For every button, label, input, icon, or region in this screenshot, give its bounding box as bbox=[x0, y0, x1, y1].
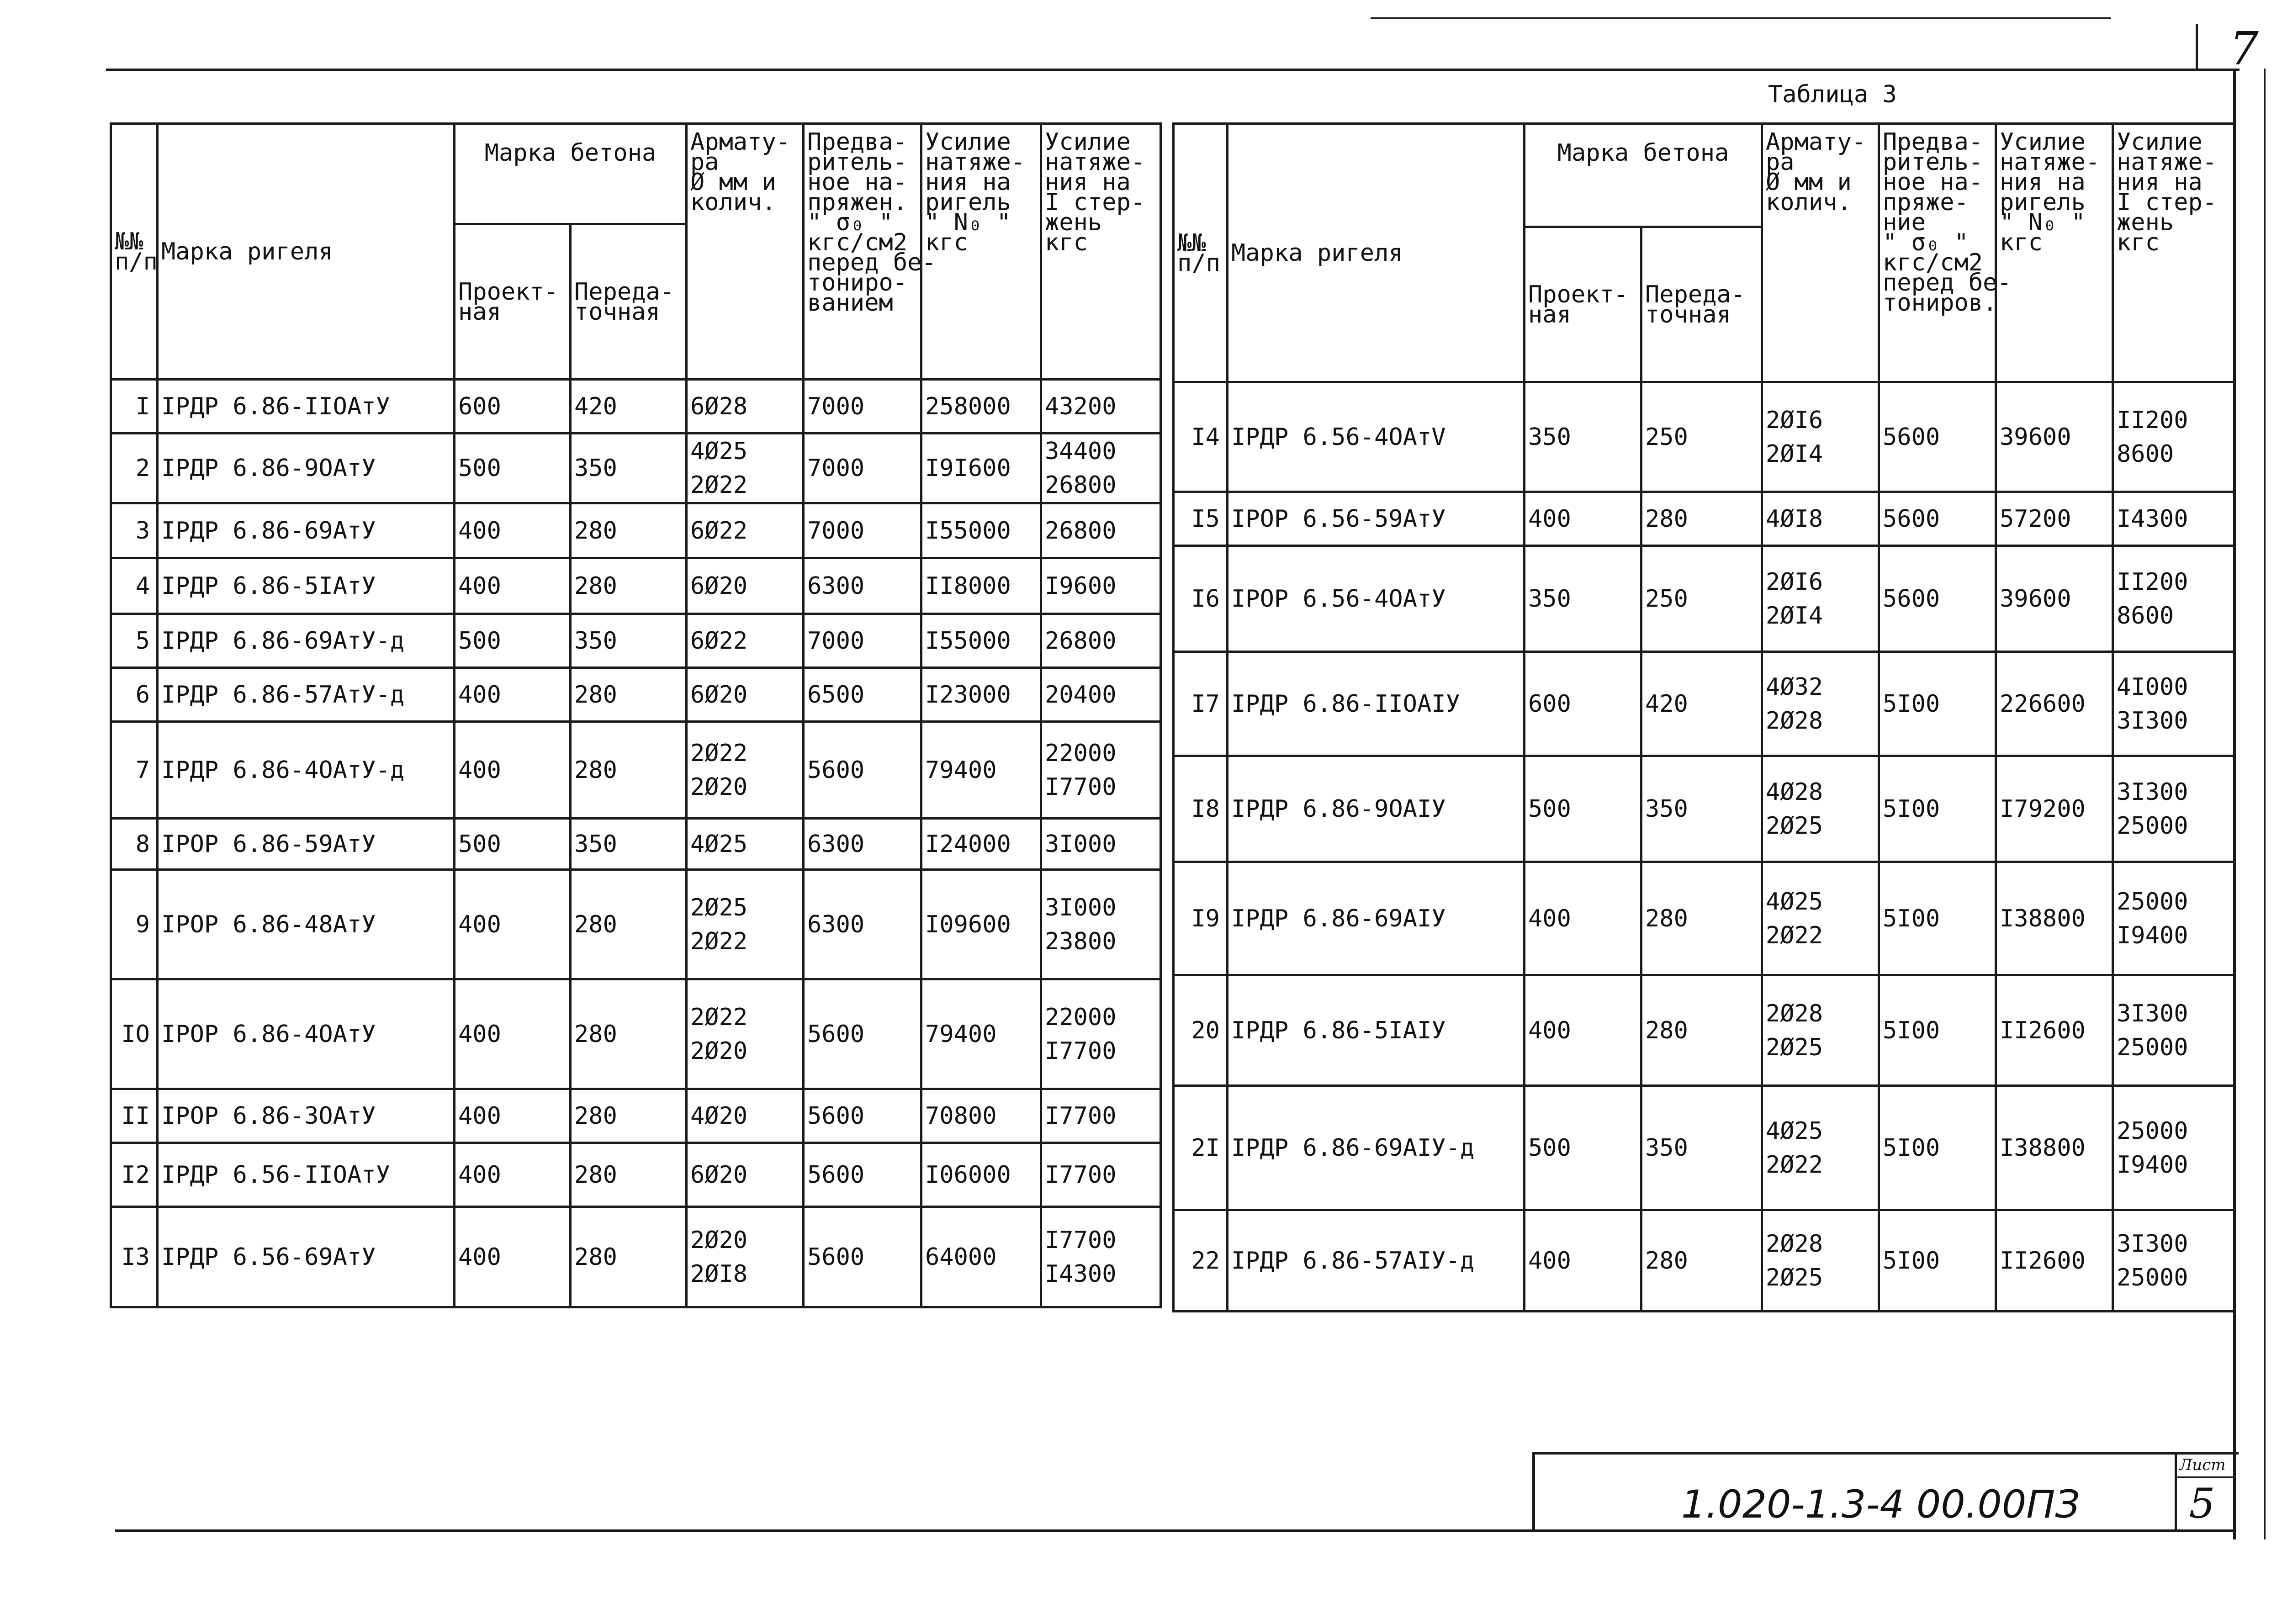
rebar-spec: 6Ø20 bbox=[687, 1143, 804, 1207]
table-row bbox=[111, 1143, 1161, 1207]
beam-mark: IРДР 6.56-4ОАтV bbox=[1228, 382, 1525, 492]
table-row bbox=[1174, 862, 2235, 975]
beam-mark: IРДР 6.86-69АтУ-д bbox=[158, 614, 455, 668]
beam-mark: IРОР 6.86-59АтУ bbox=[158, 819, 455, 870]
table-caption: Таблица 3 bbox=[1768, 81, 1897, 108]
tension-force-bar: II200 8600 bbox=[2113, 546, 2235, 652]
tension-force-bar: 34400 26800 bbox=[1041, 434, 1161, 503]
concrete-transfer-grade: 280 bbox=[571, 1207, 687, 1307]
beam-mark: IРДР 6.86-9ОАIУ bbox=[1228, 756, 1525, 862]
concrete-transfer-grade: 280 bbox=[571, 1143, 687, 1207]
beam-mark: IРДР 6.56-IIОАтУ bbox=[158, 1143, 455, 1207]
stamp-sheet-divider bbox=[2175, 1452, 2177, 1532]
beam-mark: IРОР 6.56-59АтУ bbox=[1228, 492, 1525, 546]
prestress-value: 5600 bbox=[804, 722, 921, 819]
tension-force-bar: 3I300 25000 bbox=[2113, 1210, 2235, 1312]
rebar-spec: 4Ø25 2Ø22 bbox=[687, 434, 804, 503]
prestress-value: 7000 bbox=[804, 434, 921, 503]
table-right bbox=[1172, 122, 2236, 1312]
beam-mark: IРДР 6.86-69АIУ-д bbox=[1228, 1086, 1525, 1210]
col-header-mark-right: Марка ригеля bbox=[1228, 124, 1525, 382]
tension-force-bar: 43200 bbox=[1041, 380, 1161, 434]
beam-mark: IРДР 6.86-57АIУ-д bbox=[1228, 1210, 1525, 1312]
tension-force-bar: 3I300 25000 bbox=[2113, 975, 2235, 1086]
beam-mark: IРДР 6.56-69АтУ bbox=[158, 1207, 455, 1307]
row-number: I6 bbox=[1174, 546, 1228, 652]
concrete-transfer-grade: 280 bbox=[571, 870, 687, 979]
concrete-design-grade: 600 bbox=[455, 380, 571, 434]
prestress-value: 5I00 bbox=[1879, 1086, 1996, 1210]
concrete-transfer-grade: 350 bbox=[1641, 1086, 1762, 1210]
tension-force-beam: II2600 bbox=[1996, 1210, 2113, 1312]
concrete-design-grade: 350 bbox=[1525, 382, 1641, 492]
concrete-design-grade: 400 bbox=[1525, 1210, 1641, 1312]
prestress-value: 5I00 bbox=[1879, 1210, 1996, 1312]
tension-force-beam: I38800 bbox=[1996, 862, 2113, 975]
prestress-value: 6500 bbox=[804, 668, 921, 722]
row-number: II bbox=[111, 1089, 158, 1143]
tension-force-beam: I55000 bbox=[921, 614, 1041, 668]
table-row bbox=[111, 1089, 1161, 1143]
concrete-design-grade: 400 bbox=[455, 503, 571, 558]
concrete-transfer-grade: 420 bbox=[1641, 652, 1762, 756]
row-number: I5 bbox=[1174, 492, 1228, 546]
table-row bbox=[111, 614, 1161, 668]
beam-mark: IРДР 6.86-5IАтУ bbox=[158, 558, 455, 614]
document-code: 1.020-1.3-4 00.00ПЗ bbox=[1681, 1482, 2080, 1527]
prestress-value: 5I00 bbox=[1879, 862, 1996, 975]
tension-force-bar: I9600 bbox=[1041, 558, 1161, 614]
beam-mark: IРДР 6.86-69АтУ bbox=[158, 503, 455, 558]
concrete-transfer-grade: 280 bbox=[571, 722, 687, 819]
row-number: I8 bbox=[1174, 756, 1228, 862]
tension-force-bar: I7700 bbox=[1041, 1089, 1161, 1143]
rebar-spec: 6Ø22 bbox=[687, 503, 804, 558]
concrete-transfer-grade: 280 bbox=[571, 979, 687, 1089]
beam-mark: IРДР 6.86-9ОАтУ bbox=[158, 434, 455, 503]
tension-force-bar: 22000 I7700 bbox=[1041, 979, 1161, 1089]
concrete-transfer-grade: 350 bbox=[571, 614, 687, 668]
tension-force-bar: 25000 I9400 bbox=[2113, 1086, 2235, 1210]
col-header-force-beam: Усилие натяже- ния на ригель " N₀ " кгс bbox=[921, 124, 1041, 380]
concrete-design-grade: 500 bbox=[1525, 1086, 1641, 1210]
concrete-design-grade: 400 bbox=[455, 1143, 571, 1207]
rebar-spec: 2Ø25 2Ø22 bbox=[687, 870, 804, 979]
rebar-spec: 6Ø28 bbox=[687, 380, 804, 434]
row-number: 22 bbox=[1174, 1210, 1228, 1312]
concrete-transfer-grade: 350 bbox=[1641, 756, 1762, 862]
row-number: 2 bbox=[111, 434, 158, 503]
prestress-value: 6300 bbox=[804, 558, 921, 614]
tension-force-bar: 3I000 23800 bbox=[1041, 870, 1161, 979]
tension-force-beam: 70800 bbox=[921, 1089, 1041, 1143]
table-row bbox=[111, 870, 1161, 979]
rebar-spec: 4Ø25 bbox=[687, 819, 804, 870]
row-number: 20 bbox=[1174, 975, 1228, 1086]
col-header-prestress: Предва- ритель- ное на- пряжен. " σ₀ " кгс/см2 перед бе- тониро- ванием bbox=[804, 124, 921, 380]
concrete-transfer-grade: 350 bbox=[571, 819, 687, 870]
concrete-transfer-grade: 420 bbox=[571, 380, 687, 434]
concrete-design-grade: 400 bbox=[1525, 862, 1641, 975]
rebar-spec: 4Ø25 2Ø22 bbox=[1762, 1086, 1879, 1210]
rebar-spec: 6Ø20 bbox=[687, 668, 804, 722]
tension-force-beam: I9I600 bbox=[921, 434, 1041, 503]
tension-force-beam: I38800 bbox=[1996, 1086, 2113, 1210]
tension-force-beam: 57200 bbox=[1996, 492, 2113, 546]
prestress-value: 7000 bbox=[804, 503, 921, 558]
col-header-num-right: №№ п/п bbox=[1174, 124, 1228, 382]
tension-force-bar: I7700 bbox=[1041, 1143, 1161, 1207]
table-row bbox=[111, 558, 1161, 614]
stamp-top-line bbox=[1532, 1452, 2239, 1455]
row-number: 2I bbox=[1174, 1086, 1228, 1210]
beam-mark: IРДР 6.86-5IАIУ bbox=[1228, 975, 1525, 1086]
tension-force-beam: 226600 bbox=[1996, 652, 2113, 756]
table-row bbox=[111, 979, 1161, 1089]
col-header-force-bar: Усилие натяже- ния на I стер- жень кгс bbox=[1041, 124, 1161, 380]
beam-mark: IРДР 6.86-4ОАтУ-д bbox=[158, 722, 455, 819]
table-left bbox=[110, 122, 1162, 1308]
prestress-value: 5600 bbox=[804, 979, 921, 1089]
concrete-transfer-grade: 350 bbox=[571, 434, 687, 503]
concrete-design-grade: 500 bbox=[1525, 756, 1641, 862]
page-num-box-left bbox=[2196, 24, 2198, 69]
row-number: I9 bbox=[1174, 862, 1228, 975]
concrete-design-grade: 400 bbox=[455, 1089, 571, 1143]
sheet-number: 5 bbox=[2189, 1480, 2215, 1528]
table-row bbox=[111, 380, 1161, 434]
bottom-border-line bbox=[115, 1529, 2235, 1532]
prestress-value: 7000 bbox=[804, 380, 921, 434]
concrete-transfer-grade: 250 bbox=[1641, 382, 1762, 492]
prestress-value: 5600 bbox=[1879, 382, 1996, 492]
right-outer-line bbox=[2264, 69, 2266, 1539]
tension-force-beam: 79400 bbox=[921, 722, 1041, 819]
rebar-spec: 2Ø28 2Ø25 bbox=[1762, 1210, 1879, 1312]
table-row bbox=[1174, 756, 2235, 862]
prestress-value: 7000 bbox=[804, 614, 921, 668]
tension-force-beam: II2600 bbox=[1996, 975, 2113, 1086]
rebar-spec: 2Ø22 2Ø20 bbox=[687, 722, 804, 819]
concrete-design-grade: 400 bbox=[455, 722, 571, 819]
rebar-spec: 6Ø20 bbox=[687, 558, 804, 614]
row-number: 5 bbox=[111, 614, 158, 668]
concrete-design-grade: 500 bbox=[455, 614, 571, 668]
col-header-rebar: Армату- ра Ø мм и колич. bbox=[687, 124, 804, 380]
row-number: I4 bbox=[1174, 382, 1228, 492]
table-row bbox=[1174, 652, 2235, 756]
rebar-spec: 4Ø20 bbox=[687, 1089, 804, 1143]
prestress-value: 5600 bbox=[804, 1143, 921, 1207]
concrete-design-grade: 500 bbox=[455, 434, 571, 503]
rebar-spec: 2ØI6 2ØI4 bbox=[1762, 382, 1879, 492]
prestress-value: 5600 bbox=[804, 1207, 921, 1307]
rebar-spec: 4Ø25 2Ø22 bbox=[1762, 862, 1879, 975]
concrete-transfer-grade: 280 bbox=[1641, 492, 1762, 546]
concrete-transfer-grade: 280 bbox=[571, 668, 687, 722]
prestress-value: 5I00 bbox=[1879, 652, 1996, 756]
row-number: IO bbox=[111, 979, 158, 1089]
col-header-force-beam-right: Усилие натяже- ния на ригель " N₀ " кгс bbox=[1996, 124, 2113, 382]
col-header-prestress-right: Предва- ритель- ное на- пряже- ние " σ₀ " кгс/см2 перед бе- тониров. bbox=[1879, 124, 1996, 382]
beam-mark: IРОР 6.86-3ОАтУ bbox=[158, 1089, 455, 1143]
concrete-design-grade: 400 bbox=[1525, 492, 1641, 546]
beam-mark: IРОР 6.86-4ОАтУ bbox=[158, 979, 455, 1089]
table-row bbox=[111, 1207, 1161, 1307]
prestress-value: 6300 bbox=[804, 819, 921, 870]
prestress-value: 5I00 bbox=[1879, 975, 1996, 1086]
tension-force-beam: 39600 bbox=[1996, 546, 2113, 652]
col-header-transfer-right: Переда- точная bbox=[1641, 227, 1762, 382]
rebar-spec: 4Ø28 2Ø25 bbox=[1762, 756, 1879, 862]
table-row bbox=[1174, 492, 2235, 546]
tension-force-beam: I55000 bbox=[921, 503, 1041, 558]
prestress-value: 5600 bbox=[1879, 492, 1996, 546]
rebar-spec: 2Ø20 2ØI8 bbox=[687, 1207, 804, 1307]
tension-force-bar: I4300 bbox=[2113, 492, 2235, 546]
table-row bbox=[1174, 382, 2235, 492]
rebar-spec: 2ØI6 2ØI4 bbox=[1762, 546, 1879, 652]
tension-force-beam: I09600 bbox=[921, 870, 1041, 979]
concrete-design-grade: 350 bbox=[1525, 546, 1641, 652]
table-row bbox=[111, 434, 1161, 503]
concrete-design-grade: 400 bbox=[455, 668, 571, 722]
concrete-design-grade: 600 bbox=[1525, 652, 1641, 756]
beam-mark: IРДР 6.86-IIОАтУ bbox=[158, 380, 455, 434]
prestress-value: 5I00 bbox=[1879, 756, 1996, 862]
rebar-spec: 4ØI8 bbox=[1762, 492, 1879, 546]
tension-force-beam: II8000 bbox=[921, 558, 1041, 614]
concrete-transfer-grade: 280 bbox=[1641, 975, 1762, 1086]
col-header-mark: Марка ригеля bbox=[158, 124, 455, 380]
concrete-transfer-grade: 280 bbox=[1641, 862, 1762, 975]
tension-force-bar: 4I000 3I300 bbox=[2113, 652, 2235, 756]
tension-force-bar: 3I300 25000 bbox=[2113, 756, 2235, 862]
concrete-transfer-grade: 280 bbox=[571, 503, 687, 558]
concrete-design-grade: 400 bbox=[455, 558, 571, 614]
row-number: 8 bbox=[111, 819, 158, 870]
table-row bbox=[111, 819, 1161, 870]
tension-force-beam: 39600 bbox=[1996, 382, 2113, 492]
tension-force-bar: 20400 bbox=[1041, 668, 1161, 722]
rebar-spec: 2Ø22 2Ø20 bbox=[687, 979, 804, 1089]
prestress-value: 6300 bbox=[804, 870, 921, 979]
prestress-value: 5600 bbox=[804, 1089, 921, 1143]
concrete-transfer-grade: 280 bbox=[571, 1089, 687, 1143]
table-row bbox=[1174, 975, 2235, 1086]
beam-mark: IРОР 6.56-4ОАтУ bbox=[1228, 546, 1525, 652]
row-number: I3 bbox=[111, 1207, 158, 1307]
concrete-design-grade: 400 bbox=[455, 1207, 571, 1307]
tension-force-beam: I24000 bbox=[921, 819, 1041, 870]
concrete-design-grade: 400 bbox=[455, 870, 571, 979]
row-number: I bbox=[111, 380, 158, 434]
row-number: 4 bbox=[111, 558, 158, 614]
table-row bbox=[111, 503, 1161, 558]
row-number: 9 bbox=[111, 870, 158, 979]
tension-force-bar: 26800 bbox=[1041, 614, 1161, 668]
tension-force-bar: II200 8600 bbox=[2113, 382, 2235, 492]
col-header-concrete: Марка бетона bbox=[455, 124, 687, 224]
col-header-force-bar-right: Усилие натяже- ния на I стер- жень кгс bbox=[2113, 124, 2235, 382]
table-row bbox=[111, 722, 1161, 819]
rebar-spec: 2Ø28 2Ø25 bbox=[1762, 975, 1879, 1086]
row-number: 6 bbox=[111, 668, 158, 722]
concrete-design-grade: 400 bbox=[455, 979, 571, 1089]
tension-force-bar: 3I000 bbox=[1041, 819, 1161, 870]
tension-force-bar: 22000 I7700 bbox=[1041, 722, 1161, 819]
prestress-value: 5600 bbox=[1879, 546, 1996, 652]
stamp-left-line bbox=[1532, 1452, 1535, 1532]
beam-mark: IРДР 6.86-69АIУ bbox=[1228, 862, 1525, 975]
row-number: 7 bbox=[111, 722, 158, 819]
rebar-spec: 6Ø22 bbox=[687, 614, 804, 668]
col-header-rebar-right: Армату- ра Ø мм и колич. bbox=[1762, 124, 1879, 382]
beam-mark: IРДР 6.86-57АтУ-д bbox=[158, 668, 455, 722]
tension-force-bar: 25000 I9400 bbox=[2113, 862, 2235, 975]
concrete-transfer-grade: 280 bbox=[571, 558, 687, 614]
beam-mark: IРДР 6.86-IIОАIУ bbox=[1228, 652, 1525, 756]
col-header-design: Проект- ная bbox=[455, 224, 571, 380]
page-number: 7 bbox=[2229, 22, 2259, 75]
concrete-design-grade: 400 bbox=[1525, 975, 1641, 1086]
top-border-line bbox=[106, 69, 2240, 71]
tension-force-beam: I79200 bbox=[1996, 756, 2113, 862]
col-header-design-right: Проект- ная bbox=[1525, 227, 1641, 382]
sheet-label: Лист bbox=[2179, 1456, 2226, 1474]
col-header-transfer: Переда- точная bbox=[571, 224, 687, 380]
concrete-transfer-grade: 280 bbox=[1641, 1210, 1762, 1312]
table-row bbox=[111, 668, 1161, 722]
tension-force-bar: I7700 I4300 bbox=[1041, 1207, 1161, 1307]
tension-force-beam: 79400 bbox=[921, 979, 1041, 1089]
tension-force-beam: 258000 bbox=[921, 380, 1041, 434]
table-row bbox=[1174, 546, 2235, 652]
table-row bbox=[1174, 1086, 2235, 1210]
row-number: I2 bbox=[111, 1143, 158, 1207]
concrete-transfer-grade: 250 bbox=[1641, 546, 1762, 652]
concrete-design-grade: 500 bbox=[455, 819, 571, 870]
table-row bbox=[1174, 1210, 2235, 1312]
col-header-num: №№ п/п bbox=[111, 124, 158, 380]
col-header-concrete-right: Марка бетона bbox=[1525, 124, 1762, 227]
tension-force-beam: I06000 bbox=[921, 1143, 1041, 1207]
beam-mark: IРОР 6.86-48АтУ bbox=[158, 870, 455, 979]
tension-force-bar: 26800 bbox=[1041, 503, 1161, 558]
tension-force-beam: I23000 bbox=[921, 668, 1041, 722]
row-number: 3 bbox=[111, 503, 158, 558]
tension-force-beam: 64000 bbox=[921, 1207, 1041, 1307]
rebar-spec: 4Ø32 2Ø28 bbox=[1762, 652, 1879, 756]
top-thin-line bbox=[1371, 17, 2111, 19]
row-number: I7 bbox=[1174, 652, 1228, 756]
